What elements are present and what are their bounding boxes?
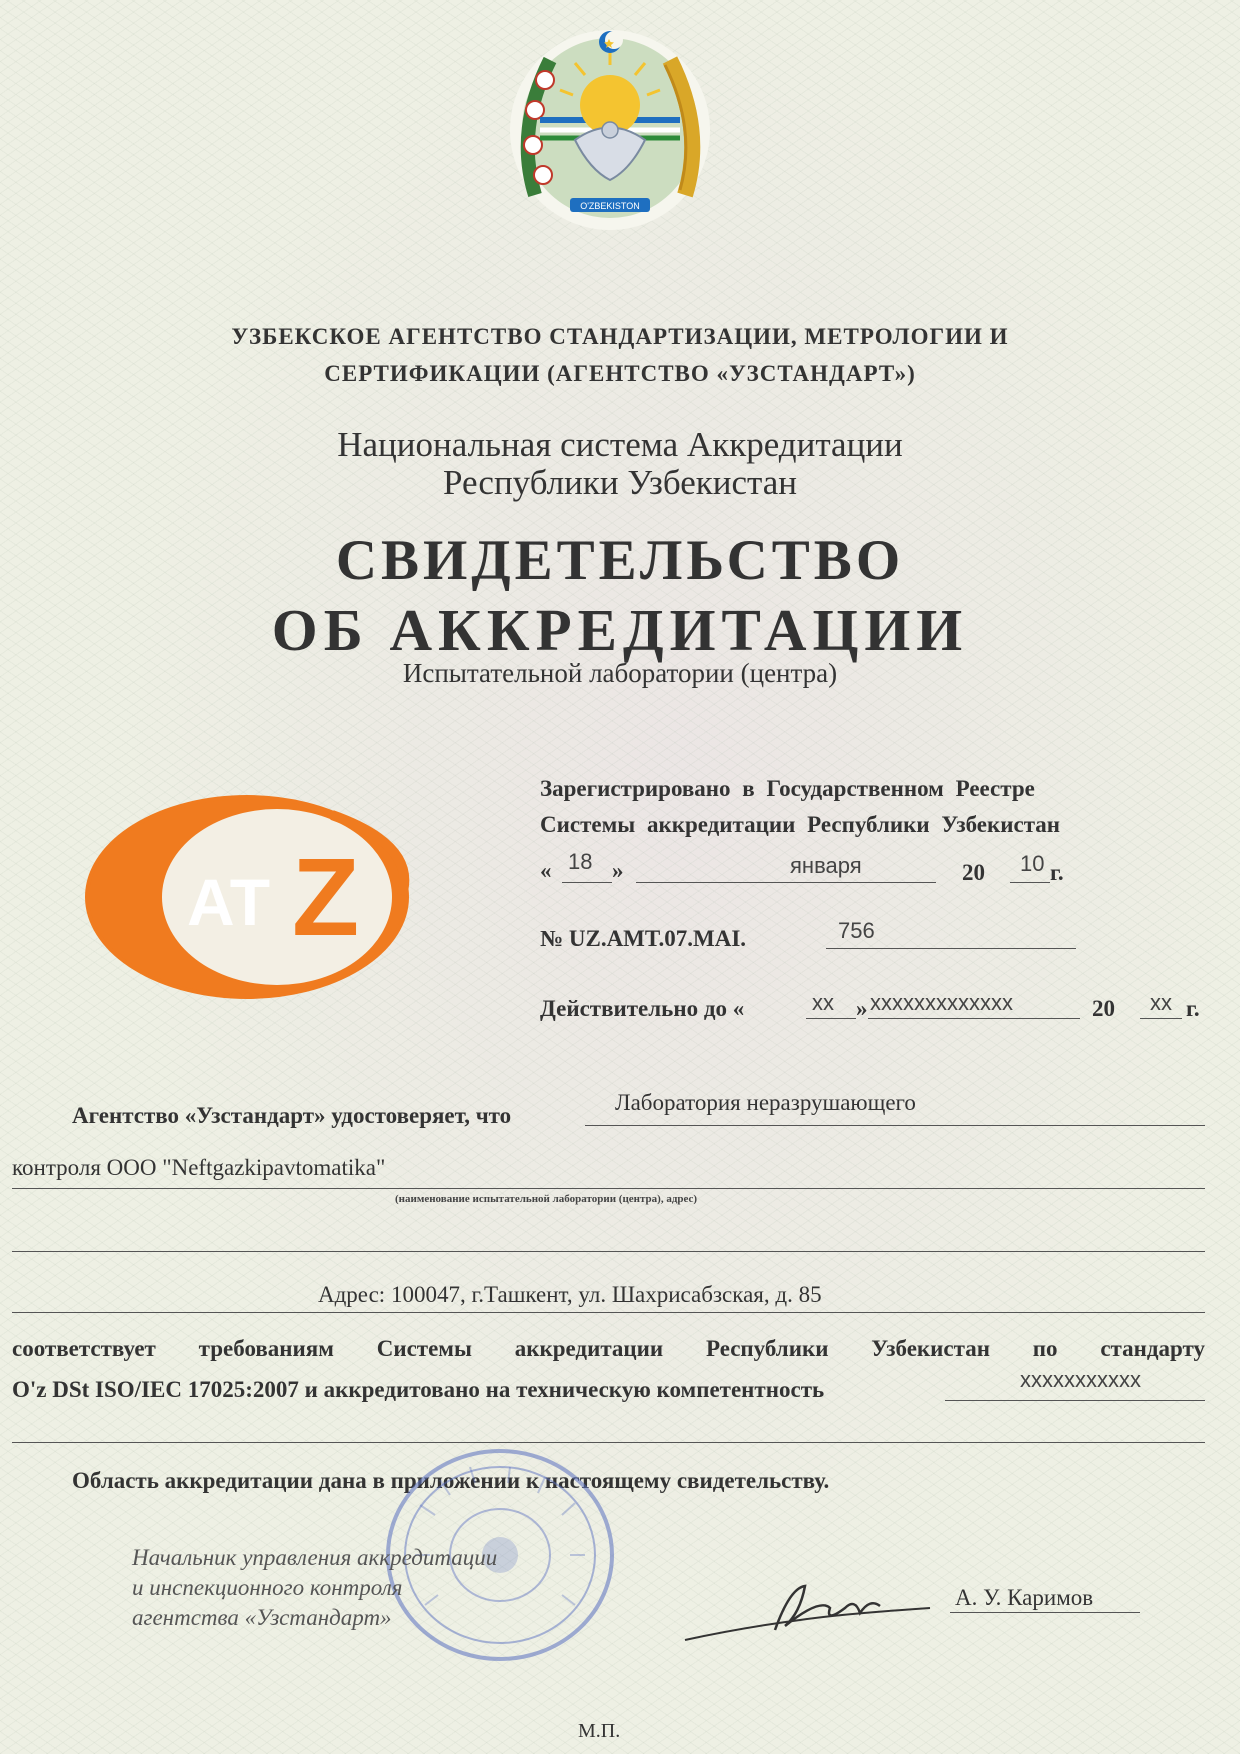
standard-text: O'z DSt ISO/IEC 17025:2007 и аккредитовано на техническую компетентность: [12, 1377, 825, 1402]
lab-address: Адрес: 100047, г.Ташкент, ул. Шахрисабзская, д. 85: [318, 1282, 822, 1307]
accreditation-system-name: [0, 426, 1240, 502]
agency-line-2: СЕРТИФИКАЦИИ (АГЕНТСТВО «УЗСТАНДАРТ»): [324, 361, 916, 386]
registration-year-prefix: 20: [962, 860, 985, 885]
signatory-position: [132, 1543, 497, 1633]
registration-line-1: Зарегистрировано в Государственном Реестре: [540, 776, 1035, 801]
valid-until-close-quote: »: [856, 996, 868, 1021]
registration-day: 18: [568, 849, 593, 874]
registration-line-2: Системы аккредитации Республики Узбекистан: [540, 812, 1061, 837]
valid-until-year-unit: г.: [1186, 996, 1200, 1021]
agency-line-1: УЗБЕКСКОЕ АГЕНТСТВО СТАНДАРТИЗАЦИИ, МЕТРОЛОГИИ И: [231, 324, 1009, 349]
registration-close-quote: »: [612, 858, 624, 883]
valid-until-year-prefix: 20: [1092, 996, 1115, 1021]
lab-name-caption: (наименование испытательной лаборатории (центра), адрес): [395, 1193, 698, 1205]
lab-name-part-1: Лаборатория неразрушающего: [615, 1090, 916, 1115]
certificate-title-line-1: СВИДЕТЕЛЬСТВО: [335, 529, 905, 592]
lab-name-part-2: контроля ООО "Neftgazkipavtomatika": [12, 1155, 386, 1180]
valid-until-label: Действительно до «: [540, 996, 745, 1021]
system-line-2: Республики Узбекистан: [443, 463, 797, 502]
position-line-3: агентства «Узстандарт»: [132, 1605, 392, 1630]
registration-open-quote: «: [540, 858, 552, 883]
certificate-title-line-2: ОБ АККРЕДИТАЦИИ: [271, 597, 969, 663]
valid-until-year-suffix: xx: [1150, 990, 1172, 1015]
valid-until-day: xx: [812, 990, 834, 1015]
registration-block: [540, 771, 1060, 843]
competence-value: xxxxxxxxxxx: [1020, 1367, 1141, 1392]
state-emblem-icon: [505, 20, 715, 235]
handwritten-signature-icon: [680, 1568, 940, 1648]
registration-year-unit: г.: [1050, 860, 1064, 885]
certificate-subtitle: Испытательной лаборатории (центра): [402, 658, 838, 688]
agency-header: [0, 318, 1240, 392]
system-line-1: Национальная система Аккредитации: [337, 425, 903, 464]
atz-logo-icon: [82, 785, 420, 1003]
valid-until-month: xxxxxxxxxxxxx: [870, 990, 1013, 1015]
registration-number-value: 756: [838, 918, 875, 943]
logo-text-z: Z: [292, 836, 360, 959]
certifies-text: Агентство «Узстандарт» удостоверяет, что: [72, 1103, 512, 1128]
seal-place-mark: М.П.: [578, 1720, 621, 1742]
registration-number-label: № UZ.AMT.07.MAI.: [540, 926, 747, 951]
complies-text: соответствует требованиям Системы аккредитации Республики Узбекистан по стандарту: [12, 1336, 1205, 1361]
signatory-name: А. У. Каримов: [955, 1585, 1094, 1610]
position-line-2: и инспекционного контроля: [132, 1575, 403, 1600]
emblem-ribbon-text: O'ZBEKISTON: [580, 201, 640, 211]
logo-text-at: AT: [187, 865, 271, 939]
registration-year-suffix: 10: [1020, 851, 1045, 876]
position-line-1: Начальник управления аккредитации: [132, 1545, 498, 1570]
scope-text: Область аккредитации дана в приложении к настоящему свидетельству.: [72, 1468, 830, 1493]
registration-month: января: [790, 853, 862, 878]
